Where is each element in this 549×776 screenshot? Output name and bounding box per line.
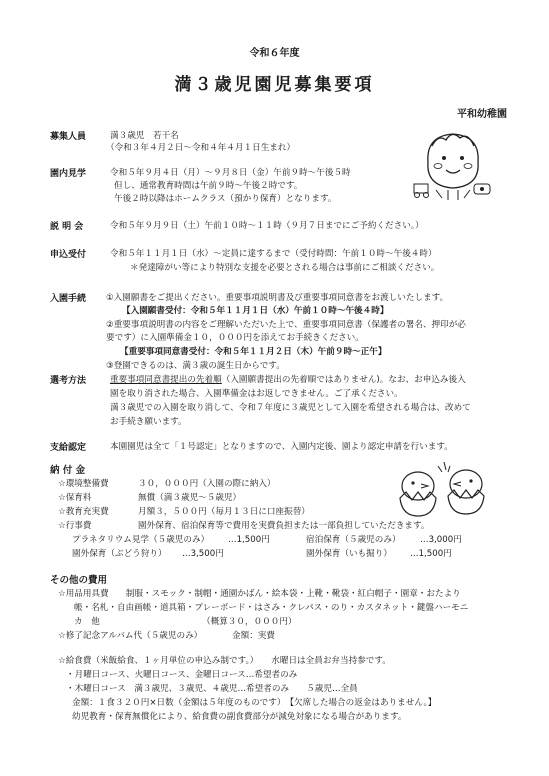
school-name: 平和幼稚園 bbox=[457, 109, 507, 120]
album-fee-name: ☆修了記念アルバム代（５歳児のみ） bbox=[58, 631, 203, 641]
fee-childcare-name: ☆保育料 bbox=[58, 493, 92, 503]
procedure-label: 入園手続 bbox=[50, 294, 87, 304]
support-line-1: 本園園児は全て「１号認定」となりますので、入園内定後、園より認定申請を行います。 bbox=[110, 442, 453, 452]
procedure-step-2b: 要です）に入園準備金１０，０００円を添えてお手続きください。 bbox=[106, 333, 364, 343]
lunch-line-3: ・木曜日コース 満３歳児、３歳児、４歳児…希望者のみ ５歳児…全員 bbox=[66, 684, 358, 694]
selection-line-3: 満３歳児での入園を取り消して、令和７年度に３歳児として入園を希望される場合は、改めて bbox=[110, 403, 471, 413]
procedure-step-1: ①入園願書をご提出ください。重要事項説明書及び重要事項同意書をお渡しいたします。 bbox=[106, 293, 449, 303]
supplies-line-1: ☆用品用具費 制服・スモック・制帽・通園かばん・絵本袋・上靴・靴袋・紅白帽子・園章・おたより bbox=[58, 589, 461, 599]
procedure-step-2-note: 【重要事項同意書受付：令和５年１１月２日（木）午前９時～正午】 bbox=[120, 347, 387, 357]
selection-line-1-rest: （入園願書提出の先着順ではありません)。なお、お申込み後入 bbox=[221, 375, 466, 385]
lunch-line-4: 金額：１食３２０円×日数（金額は５年度のものです） 【欠席した場合の返金はありません。】 bbox=[72, 698, 437, 708]
fee-childcare-value: 無償（満３歳児～５歳児） bbox=[138, 493, 242, 503]
fee-event-value: 園外保育、宿泊保育等で費用を実費負担または一部負担していただきます。 bbox=[138, 521, 430, 531]
supplies-estimate: （概算３０，０００円） bbox=[202, 617, 297, 627]
lunch-line-5: 幼児教育・保育無償化により、給食費の副食費部分が減免対象になる場合があります。 bbox=[72, 712, 407, 722]
fee-env-name: ☆環境整備費 bbox=[58, 479, 109, 489]
event-grape-name: 園外保育（ぶどう狩り） bbox=[72, 549, 167, 559]
tour-line-2: 但し、通常教育時間は午前９時～午後２時です。 bbox=[114, 181, 303, 191]
tour-label: 園内見学 bbox=[50, 169, 87, 179]
event-grape-value: …3,500円 bbox=[182, 549, 224, 559]
recruit-label: 募集人員 bbox=[50, 132, 87, 142]
selection-label: 選考方法 bbox=[50, 376, 87, 386]
event-potato-name: 園外保育（いも掘り） bbox=[306, 549, 392, 559]
support-label: 支給認定 bbox=[50, 443, 87, 453]
event-planetarium-name: プラネタリウム見学（５歳児のみ） bbox=[72, 535, 210, 545]
fee-env-value: ３０，０００円（入園の際に納入） bbox=[138, 479, 276, 489]
application-line-1: 令和５年１１月１日（水）～定員に達するまで（受付時間：午前１０時～午後４時） bbox=[110, 249, 437, 259]
selection-line-2: 園を取り消された場合、入園準備金はお返しできません。ご了承ください。 bbox=[110, 389, 403, 399]
recruit-line-1: 満３歳児 若干名 bbox=[110, 131, 179, 141]
other-costs-label: その他の費用 bbox=[50, 575, 108, 586]
child-illustration bbox=[408, 126, 498, 204]
tour-line-3: 午後２時以降はホームクラス（預かり保育）となります。 bbox=[114, 194, 337, 204]
event-overnight-value: …3,000円 bbox=[420, 535, 462, 545]
event-overnight-name: 宿泊保育（５歳児のみ） bbox=[306, 535, 401, 545]
page-title: 満３歳児園児募集要項 bbox=[174, 75, 375, 95]
event-potato-value: …1,500円 bbox=[410, 549, 452, 559]
selection-first-come-text: 重要事項同意書提出の先着順 bbox=[110, 375, 222, 385]
fee-education-name: ☆教育充実費 bbox=[58, 507, 109, 517]
lunch-line-2: ・月曜日コース、火曜日コース、金曜日コース…希望者のみ bbox=[66, 670, 298, 680]
selection-line-1 bbox=[110, 375, 466, 387]
fee-event-name: ☆行事費 bbox=[58, 521, 92, 531]
application-label: 申込受付 bbox=[50, 250, 87, 260]
lunch-line-1: ☆給食費（米飯給食、１ヶ月単位の申込み制です。） 水曜日は全員お弁当持参です。 bbox=[58, 656, 391, 666]
album-fee-value: 金額：実費 bbox=[232, 631, 275, 641]
event-planetarium-value: …1,500円 bbox=[228, 535, 270, 545]
application-line-2: ＊発達障がい等により特別な支援を必要とされる場合は事前にご相談ください。 bbox=[130, 263, 440, 273]
briefing-line-1: 令和５年９月９日（土）午前１０時～１１時（９月７日までにご予約ください。） bbox=[110, 221, 424, 231]
supplies-line-2: 帳・名札・自由画帳・道具箱・プレーボード・はさみ・クレパス・のり・カスタネット・鍵盤ハーモニ bbox=[74, 603, 469, 613]
tour-line-1: 令和５年９月４日（月）～９月８日（金）午前９時～午後５時 bbox=[110, 168, 351, 178]
supplies-line-3: カ 他 bbox=[74, 617, 100, 627]
recruit-line-2: （令和３年４月２日～令和４年４月１日生まれ） bbox=[106, 143, 296, 153]
selection-line-4: お手続き願います。 bbox=[110, 417, 187, 427]
briefing-label: 説 明 会 bbox=[50, 222, 84, 232]
procedure-step-1-note: 【入園願書受付：令和５年１１月１日（水）午前１０時～午後４時】 bbox=[122, 306, 389, 316]
chicks-illustration bbox=[390, 458, 496, 520]
procedure-step-2a: ②重要事項説明書の内容をご理解いただいた上で、重要事項同意書（保護者の署名、押印が必 bbox=[106, 320, 466, 330]
fee-education-value: 月額３，５００円（毎月１３日に口座振替） bbox=[138, 507, 310, 517]
year-heading: 令和６年度 bbox=[249, 48, 300, 59]
fees-label: 納 付 金 bbox=[50, 465, 86, 476]
procedure-step-3: ③登園できるのは、満３歳の誕生日からです。 bbox=[106, 361, 285, 371]
